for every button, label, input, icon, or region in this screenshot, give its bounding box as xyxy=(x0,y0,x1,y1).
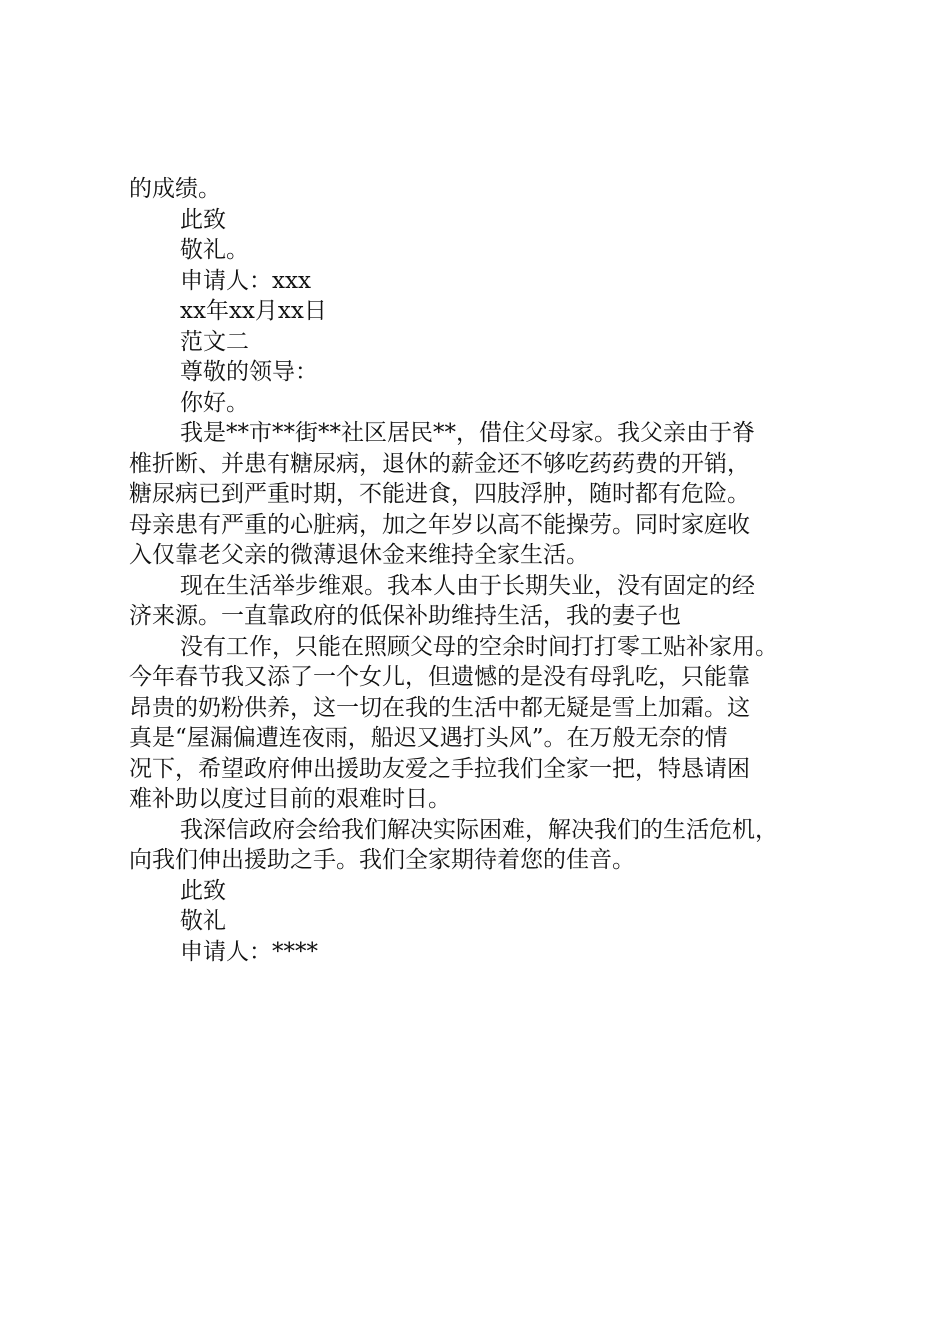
salutation-closing: 敬礼 xyxy=(180,908,226,934)
paragraph-line: 入仅靠老父亲的微薄退休金来维持全家生活。 xyxy=(129,542,589,568)
greeting-line: 尊敬的领导： xyxy=(180,359,318,385)
paragraph-line: 真是“屋漏偏遭连夜雨，船迟又遇打头风”。在万般无奈的情 xyxy=(129,725,728,751)
paragraph-line: 没有工作，只能在照顾父母的空余时间打打零工贴补家用。 xyxy=(180,633,778,660)
applicant-line: 申请人：xxx xyxy=(180,267,311,294)
text-line: 的成绩。 xyxy=(129,176,221,202)
closing-line: 此致 xyxy=(180,206,226,233)
paragraph-line: 济来源。一直靠政府的低保补助维持生活，我的妻子也 xyxy=(129,603,681,629)
paragraph-line: 椎折断、并患有糖尿病，退休的薪金还不够吃药药费的开销， xyxy=(129,450,750,477)
section-title: 范文二 xyxy=(180,328,249,355)
paragraph-line: 母亲患有严重的心脏病，加之年岁以高不能操劳。同时家庭收 xyxy=(129,511,750,538)
paragraph-line: 我深信政府会给我们解决实际困难，解决我们的生活危机， xyxy=(180,816,778,843)
letter-body xyxy=(129,174,864,967)
applicant-line: 申请人：**** xyxy=(180,938,318,965)
paragraph-line: 昂贵的奶粉供养，这一切在我的生活中都无疑是雪上加霜。这 xyxy=(129,694,750,721)
paragraph-line: 我是**市**街**社区居民**，借住父母家。我父亲由于脊 xyxy=(180,420,755,446)
paragraph-line: 难补助以度过目前的艰难时日。 xyxy=(129,786,451,812)
paragraph-line: 向我们伸出援助之手。我们全家期待着您的佳音。 xyxy=(129,847,635,873)
paragraph-line: 糖尿病已到严重时期，不能进食，四肢浮肿，随时都有危险。 xyxy=(129,481,750,507)
closing-line: 此致 xyxy=(180,877,226,904)
paragraph-line: 今年春节我又添了一个女儿，但遗憾的是没有母乳吃，只能靠 xyxy=(129,664,750,690)
paragraph-line: 况下，希望政府伸出援助友爱之手拉我们全家一把，特恳请困 xyxy=(129,755,750,782)
hello-line: 你好。 xyxy=(180,389,249,416)
salutation-closing: 敬礼。 xyxy=(180,237,249,263)
date-line: xx年xx月xx日 xyxy=(180,298,327,324)
paragraph-line: 现在生活举步维艰。我本人由于长期失业，没有固定的经 xyxy=(180,572,755,599)
